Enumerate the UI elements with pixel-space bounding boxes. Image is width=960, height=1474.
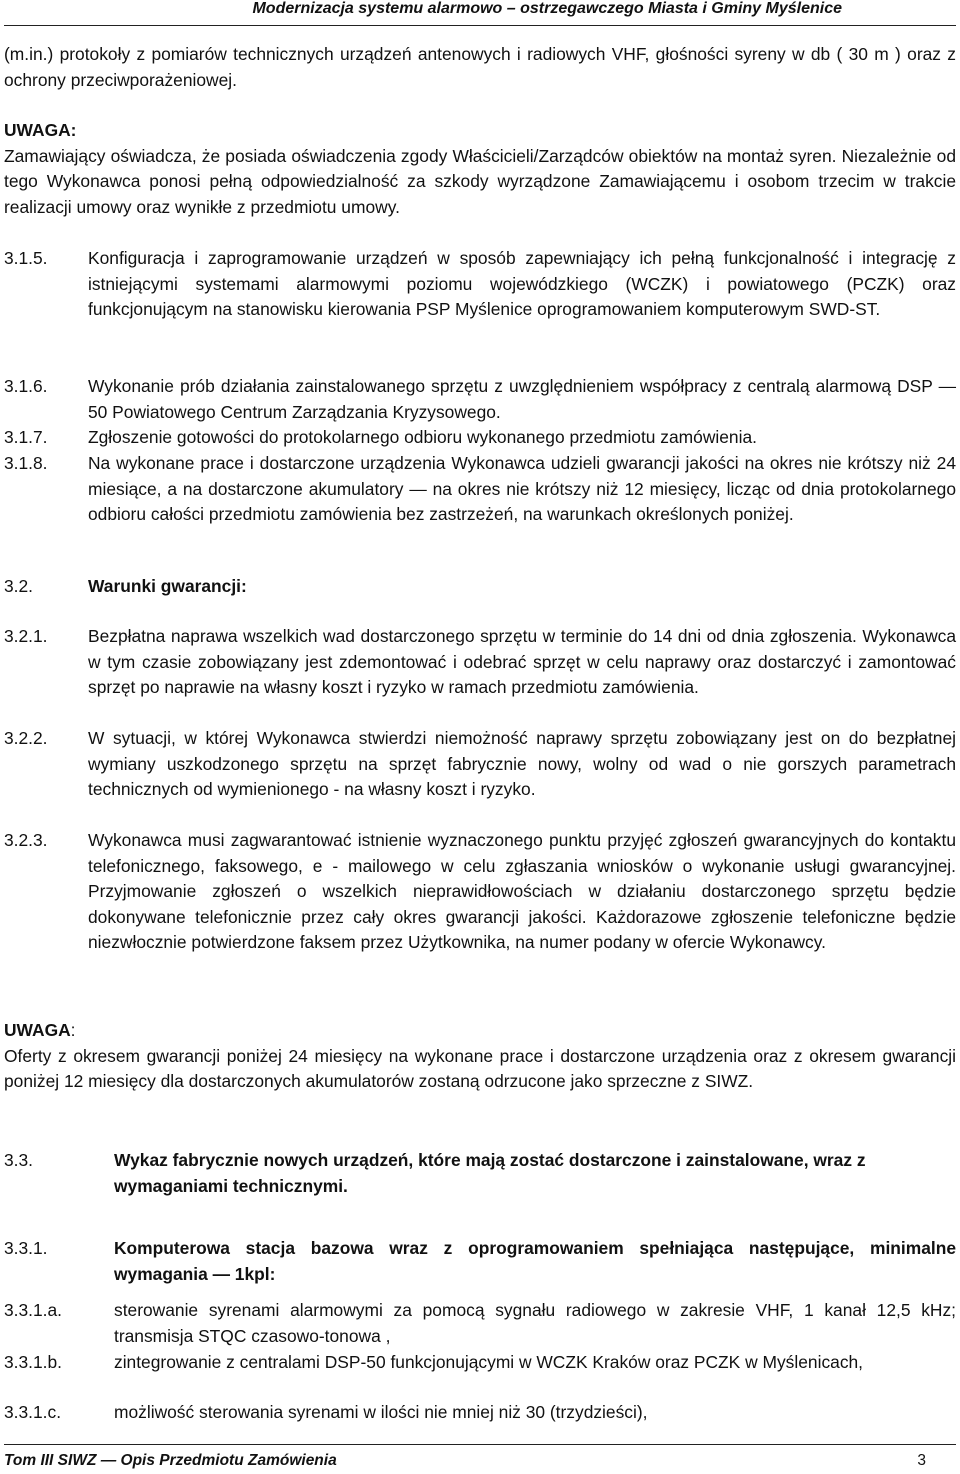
section-title: Wykaz fabrycznie nowych urządzeń, które mają zostać dostarczone i zainstalowane, wraz z wymaganiami technicznymi. (114, 1150, 866, 1196)
notice-label: UWAGA: (4, 120, 77, 140)
item-number: 3.1.8. (4, 453, 48, 473)
item-text: zintegrowanie z centralami DSP-50 funkcjonującymi w WCZK Kraków oraz PCZK w Myślenicach, (114, 1352, 864, 1372)
section-number: 3.2. (4, 576, 34, 596)
item-number: 3.3.1.a. (4, 1300, 63, 1320)
item-number: 3.1.5. (4, 248, 48, 268)
document-title: Modernizacja systemu alarmowo – ostrzegawczego Miasta i Gminy Myślenice (252, 0, 842, 17)
item-text: Wykonanie prób działania zainstalowanego sprzętu z uwzględnieniem współpracy z centralą alarmową DSP — 50 Powiatowego Centrum Zarządzania Kryzysowego. (88, 376, 956, 422)
item-number: 3.1.7. (4, 427, 48, 447)
item-text: W sytuacji, w której Wykonawca stwierdzi niemożność naprawy sprzętu zobowiązany jest on do bezpłatnej wymiany uszkodzonego sprzętu na sprzęt fabrycznie nowy, wolny od wad o nie gorszych parametrach technicznych od wymienionego - na własny koszt i ryzyko. (88, 728, 956, 800)
section-number: 3.3. (4, 1150, 34, 1170)
page-header (0, 0, 960, 28)
item-text: Bezpłatna naprawa wszelkich wad dostarczonego sprzętu w terminie do 14 dni od dnia zgłoszenia. Wykonawca w tym czasie zobowiązany jest zdemontować i odebrać sprzęt w celu naprawy oraz dostarczyć i zamontować sprzęt po naprawie na własny koszt i ryzyko w ramach przedmiotu zamówienia. (88, 626, 956, 698)
page-footer (4, 1444, 956, 1473)
item-text: Na wykonane prace i dostarczone urządzenia Wykonawca udzieli gwarancji jakości na okres nie krótszy niż 24 miesiące, a na dostarczone akumulatory — na okres nie krótszy niż 12 miesięcy, licząc od dnia protokolarnego odbioru całości przedmiotu zamówienia bez zastrzeżeń, na warunkach określonych poniżej. (88, 453, 956, 525)
item-text: Konfiguracja i zaprogramowanie urządzeń w sposób zapewniający ich pełną funkcjonalność i integrację z istniejącymi systemami alarmowymi poziomu wojewódzkiego (WCZK) i powiatowego (PCZK) oraz funkcjonującym na stanowisku kierowania PSP Myślenice oprogramowaniem komputerowym SWD-ST. (88, 248, 956, 320)
notice-block-1 (4, 118, 956, 220)
footer-text: Tom III SIWZ — Opis Przedmiotu Zamówienia (4, 1452, 337, 1469)
intro-text: (m.in.) protokoły z pomiarów technicznych urządzeń antenowych i radiowych VHF, głośności syreny w db ( 30 m ) oraz z ochrony przeciwporażeniowej. (4, 44, 956, 90)
section-number: 3.3.1. (4, 1238, 48, 1258)
item-number: 3.2.1. (4, 626, 48, 646)
item-number: 3.1.6. (4, 376, 48, 396)
notice-block-2 (4, 1018, 956, 1095)
section-title: Komputerowa stacja bazowa wraz z oprogramowaniem spełniająca następujące, minimalne wymagania — 1kpl: (114, 1238, 956, 1284)
item-text: Zgłoszenie gotowości do protokolarnego odbioru wykonanego przedmiotu zamówienia. (88, 427, 757, 447)
item-text: sterowanie syrenami alarmowymi za pomocą sygnału radiowego w zakresie VHF, 1 kanał 12,5 kHz; transmisja STQC czasowo-tonowa , (114, 1300, 956, 1346)
notice-label-colon: : (70, 1020, 76, 1040)
item-text: możliwość sterowania syrenami w ilości nie mniej niż 30 (trzydzieści), (114, 1402, 648, 1422)
notice-text: Oferty z okresem gwarancji poniżej 24 miesięcy na wykonane prace i dostarczone urządzenia oraz z okresem gwarancji poniżej 12 miesięcy dla dostarczonych akumulatorów zostaną odrzucone jako sprzeczne z SIWZ. (4, 1045, 956, 1092)
intro-paragraph (4, 42, 956, 93)
item-text: Wykonawca musi zagwarantować istnienie wyznaczonego punktu przyjęć zgłoszeń gwarancyjnych do kontaktu telefonicznego, faksowego, e - mailowego w celu zgłaszania wniosków o wykonanie usługi gwarancyjnej. Przyjmowanie zgłoszeń o wszelkich nieprawidłowościach w działaniu dostarczonego sprzętu będzie dokonywane telefonicznie przez cały okres gwarancji jakości. Każdorazowe zgłoszenie telefoniczne będzie niezwłocznie potwierdzone faksem przez Użytkownika, na numer podany w ofercie Wykonawcy. (88, 830, 956, 953)
notice-label: UWAGA (4, 1020, 71, 1040)
page-number: 3 (917, 1452, 926, 1469)
item-number: 3.3.1.c. (4, 1402, 62, 1422)
notice-text: Zamawiający oświadcza, że posiada oświadczenia zgody Właścicieli/Zarządców obiektów na montaż syren. Niezależnie od tego Wykonawca ponosi pełną odpowiedzialność za szkody wyrządzone Zamawiającemu i osobom trzecim w trakcie realizacji umowy oraz wynikłe z przedmiotu umowy. (4, 145, 956, 217)
header-divider (4, 25, 956, 26)
item-number: 3.3.1.b. (4, 1352, 63, 1372)
item-number: 3.2.3. (4, 830, 48, 850)
section-title: Warunki gwarancji: (88, 576, 247, 596)
item-number: 3.2.2. (4, 728, 48, 748)
